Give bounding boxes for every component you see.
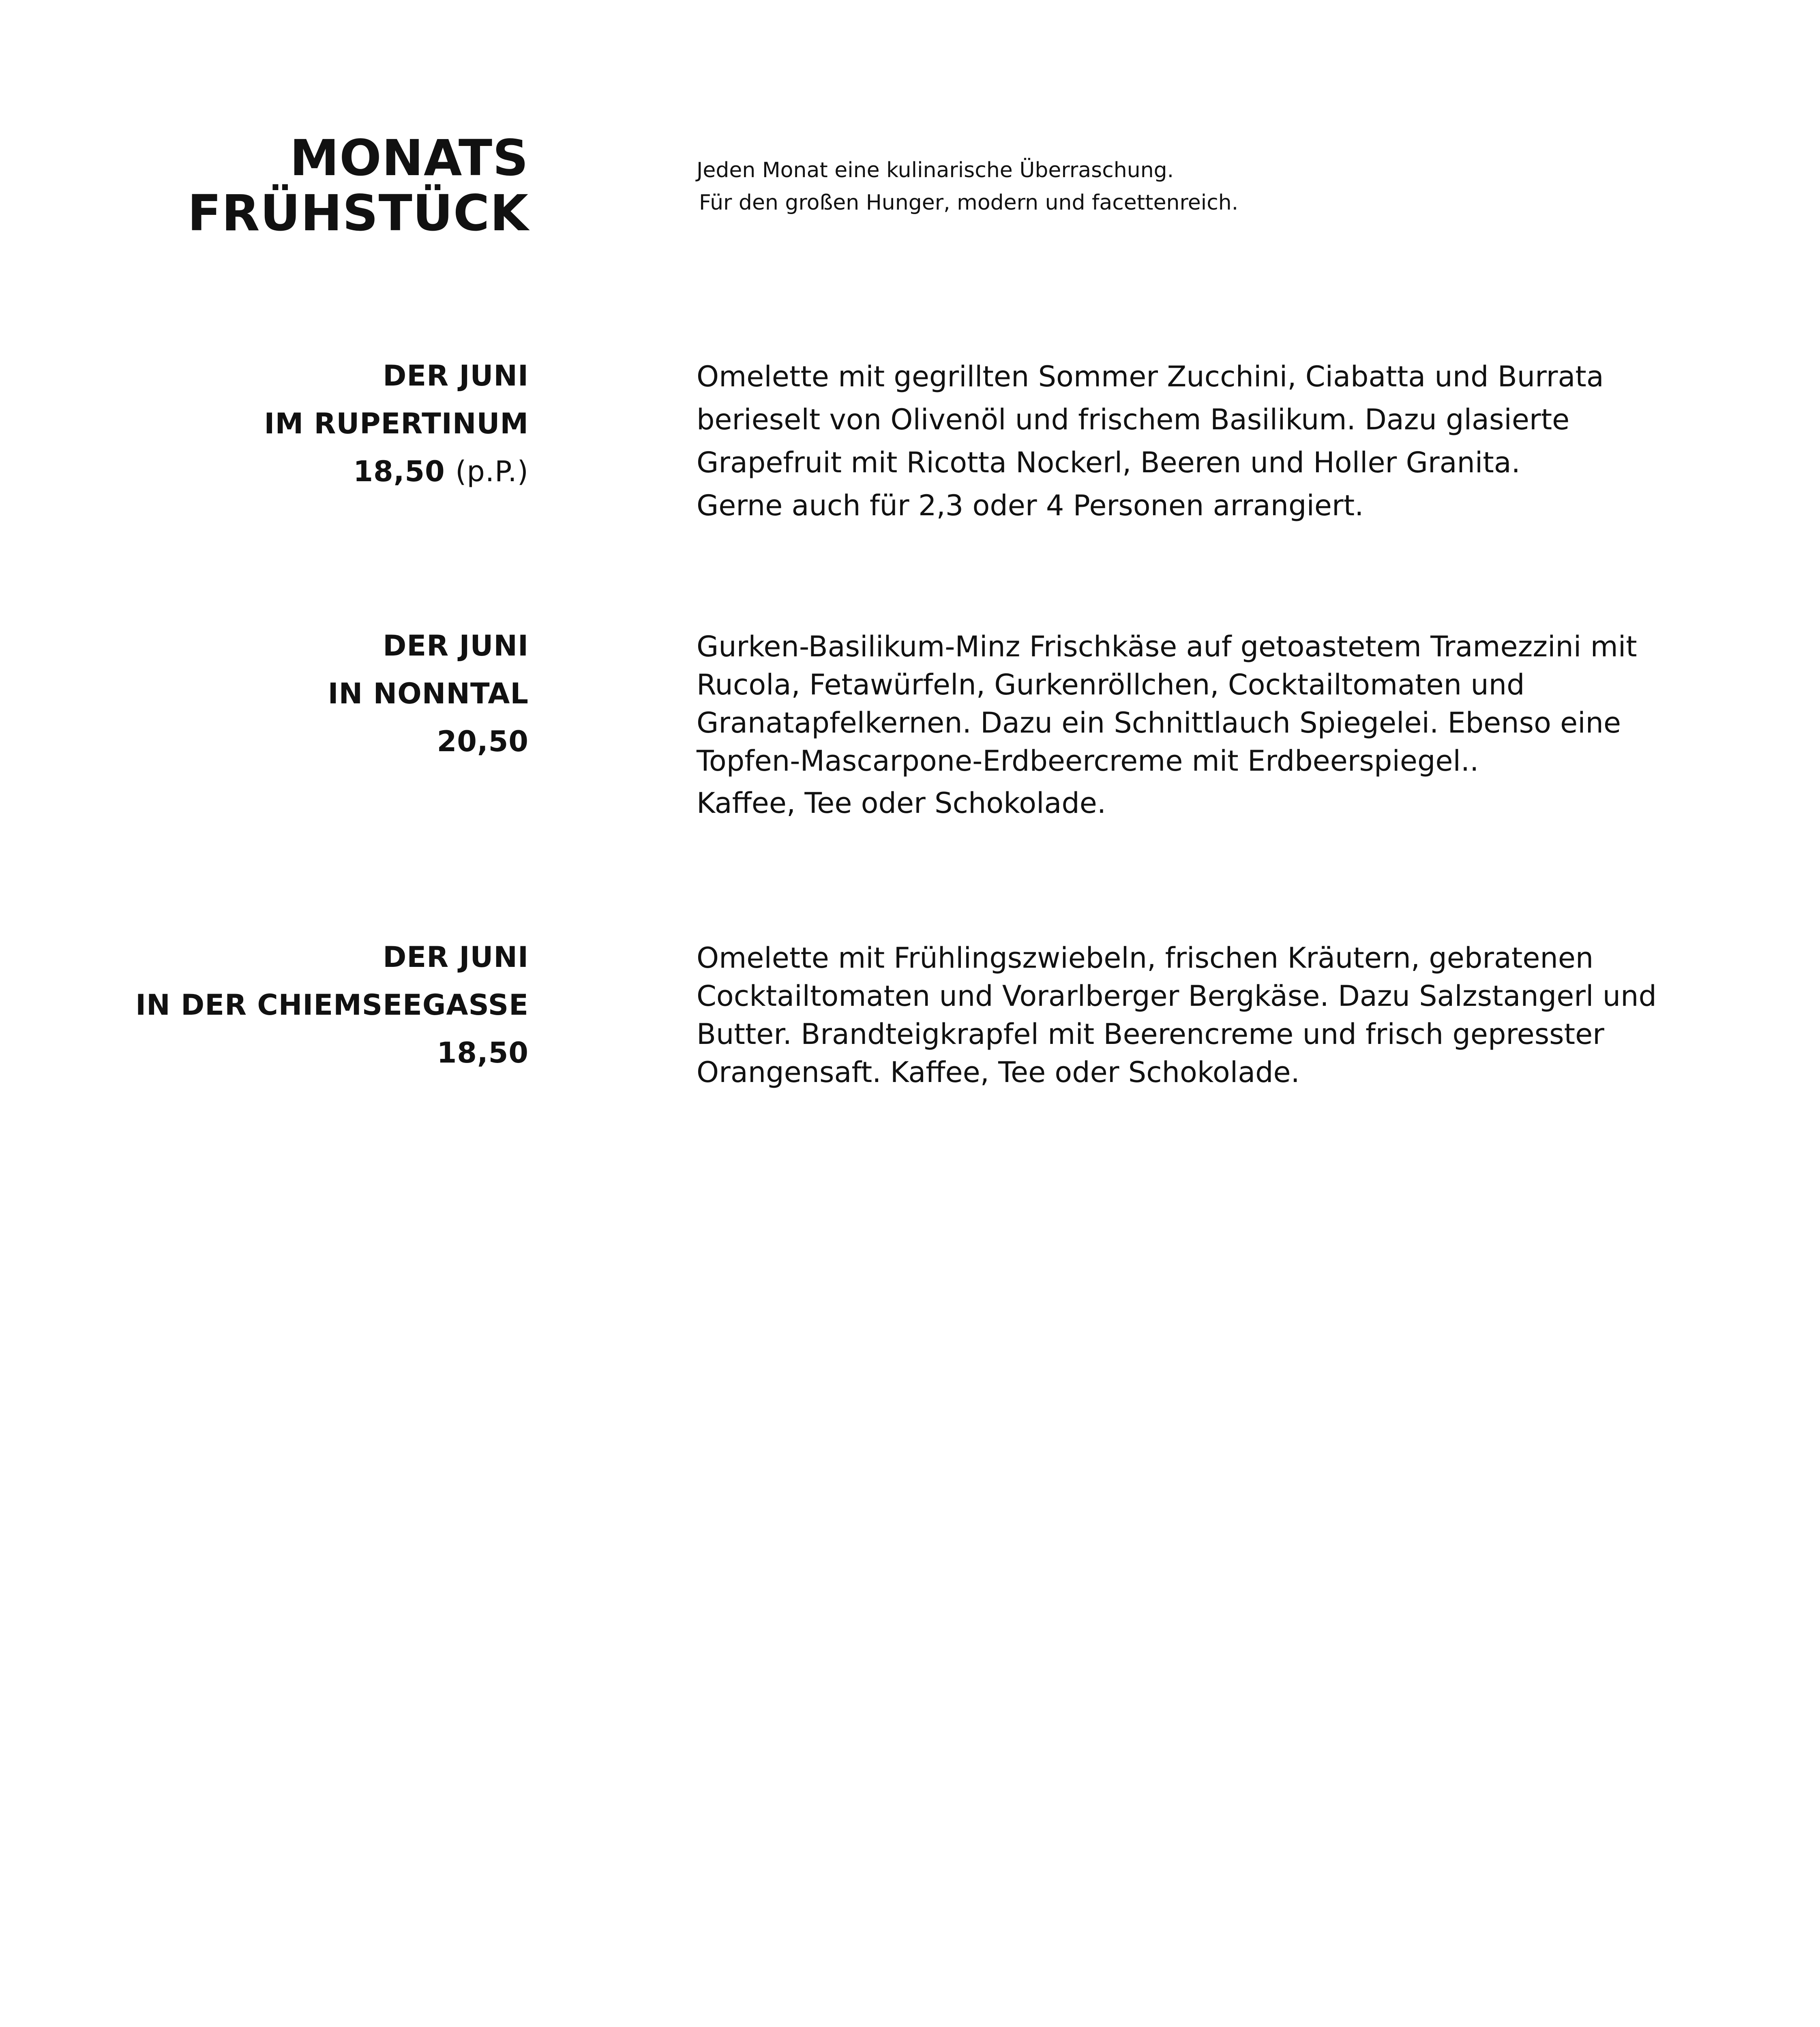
- description-line: Gerne auch für 2,3 oder 4 Personen arrangiert.: [697, 489, 1364, 522]
- section-label-chiemseegasse: [135, 933, 529, 1077]
- section-price: 18,50: [353, 455, 445, 488]
- intro-line: Jeden Monat eine kulinarische Überraschung.: [697, 158, 1174, 182]
- intro-line: Für den großen Hunger, modern und facettenreich.: [699, 191, 1239, 215]
- section-label-nonntal: [328, 622, 529, 765]
- section-price: 18,50: [437, 1036, 529, 1069]
- description-line: Rucola, Fetawürfeln, Gurkenröllchen, Cocktailtomaten und: [697, 668, 1525, 701]
- page-title: [187, 131, 529, 241]
- description-line: Cocktailtomaten und Vorarlberger Bergkäse. Dazu Salzstangerl und: [697, 979, 1657, 1013]
- description-line: berieselt von Olivenöl und frischem Basilikum. Dazu glasierte: [697, 403, 1570, 436]
- section-month: DER JUNI: [383, 359, 529, 392]
- description-line: Butter. Brandteigkrapfel mit Beerencreme und frisch gepresster: [697, 1018, 1604, 1051]
- description-line: Grapefruit mit Ricotta Nockerl, Beeren und Holler Granita.: [697, 446, 1520, 479]
- section-month: DER JUNI: [383, 941, 529, 974]
- description-line: Granatapfelkernen. Dazu ein Schnittlauch Spiegelei. Ebenso eine: [697, 706, 1621, 739]
- section-price-note: (p.P.): [455, 455, 529, 488]
- page-title-line1: MONATS: [289, 129, 529, 187]
- intro-text: [697, 154, 1238, 219]
- page-title-line2: FRÜHSTÜCK: [187, 184, 529, 242]
- section-month: DER JUNI: [383, 629, 529, 662]
- section-location: IN DER CHIEMSEEGASSE: [135, 988, 529, 1022]
- section-location: IM RUPERTINUM: [264, 407, 529, 440]
- description-line: Topfen-Mascarpone-Erdbeercreme mit Erdbeerspiegel..: [697, 744, 1479, 778]
- section-description-chiemseegasse: [697, 939, 1657, 1091]
- section-label-rupertinum: [264, 352, 529, 495]
- description-line: Kaffee, Tee oder Schokolade.: [697, 786, 1106, 820]
- description-line: Omelette mit Frühlingszwiebeln, frischen Kräutern, gebratenen: [697, 941, 1594, 975]
- section-description-nonntal: [697, 628, 1637, 822]
- description-line: Orangensaft. Kaffee, Tee oder Schokolade.: [697, 1056, 1300, 1089]
- section-description-rupertinum: [697, 355, 1604, 527]
- section-price: 20,50: [437, 725, 529, 758]
- description-line: Omelette mit gegrillten Sommer Zucchini, Ciabatta und Burrata: [697, 360, 1604, 393]
- description-line: Gurken-Basilikum-Minz Frischkäse auf getoastetem Tramezzini mit: [697, 630, 1637, 663]
- section-location: IN NONNTAL: [328, 677, 529, 710]
- section-price-row: [264, 448, 529, 495]
